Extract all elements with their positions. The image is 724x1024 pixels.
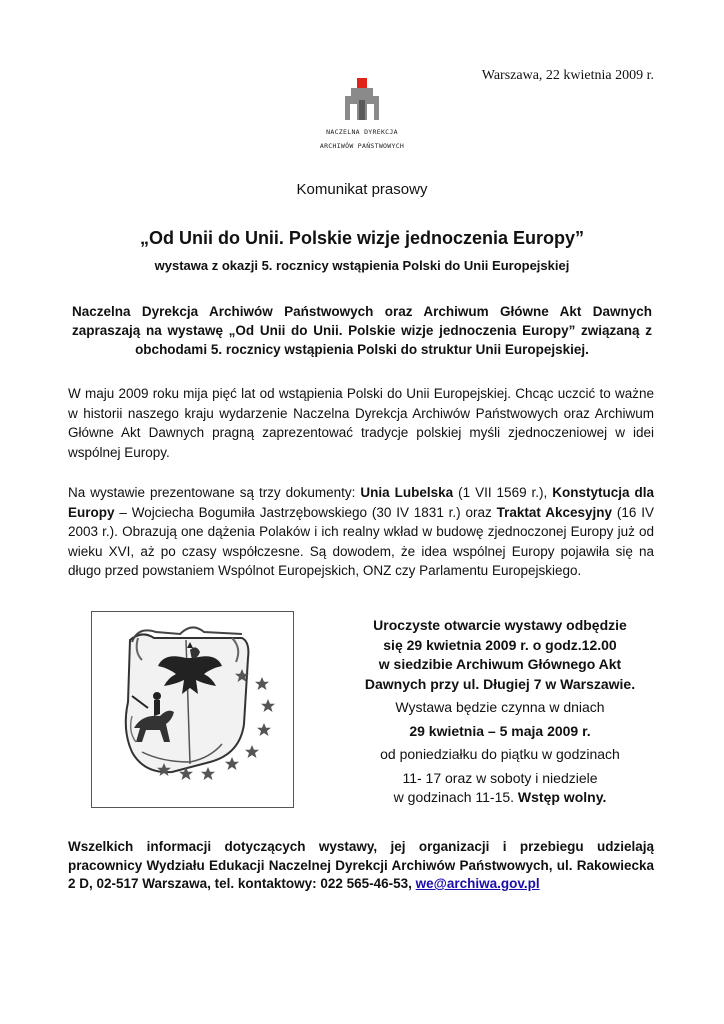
contact-paragraph: [68, 838, 654, 894]
contact-email-link[interactable]: we@archiwa.gov.pl: [415, 876, 540, 891]
document-date: Warszawa, 22 kwietnia 2009 r.: [481, 68, 654, 83]
press-release-label: Komunikat prasowy: [296, 181, 428, 198]
coat-of-arms-eu-stars-icon: [92, 612, 293, 807]
event-line-3: w siedzibie Archiwum Głównego Akt: [378, 656, 622, 672]
event-line-4: Dawnych przy ul. Długiej 7 w Warszawie.: [364, 675, 636, 692]
exhibition-title: „Od Unii do Unii. Polskie wizje jednoczenia Europy”: [139, 228, 585, 248]
doc-text-1: Na wystawie prezentowane są trzy dokumenty:: [68, 485, 361, 500]
event-line-8: 11- 17 oraz w soboty i niedziele: [402, 769, 598, 786]
event-line-1: Uroczyste otwarcie wystawy odbędzie: [373, 617, 627, 633]
exhibition-emblem-image: [91, 611, 294, 808]
doc-text-4: (16 IV 2003 r.). Obrazują one dążenia Polaków i ich realny wkład w budowę zjednoczonej Europy już od wieku XVI, aż po czasy współczesne. Są dowodem, że idea wspólnej Europy pojawiła się na długo przed powstaniem Wspólnot Europejskich, ONZ czy Parlamentu Europejskiego.: [68, 504, 654, 578]
logo-text-line2: ARCHIWÓW PAŃSTWOWYCH: [319, 142, 405, 150]
invitation-paragraph: Naczelna Dyrekcja Archiwów Państwowych oraz Archiwum Główne Akt Dawnych zapraszają na wystawę „Od Unii do Unii. Polskie wizje jednoczenia Europy” związaną z obchodami 5. rocznicy wstąpienia Polski do struktur Unii Europejskiej.: [72, 304, 652, 357]
ndap-logo-icon: [337, 78, 387, 120]
event-hours-weekend: w godzinach 11-15.: [393, 789, 518, 805]
event-line-2: się 29 kwietnia 2009 r. o godz.12.00: [383, 636, 617, 653]
event-line-9: [340, 788, 660, 808]
doc-traktat: Traktat Akcesyjny: [496, 504, 613, 520]
exhibition-subtitle: wystawa z okazji 5. rocznicy wstąpienia Polski do Unii Europejskiej: [154, 258, 570, 273]
doc-text-2: (1 VII 1569 r.),: [453, 485, 553, 500]
doc-text-3: – Wojciecha Bogumiła Jastrzębowskiego (30 IV 1831 r.) oraz: [114, 504, 497, 520]
doc-unia-lubelska: Unia Lubelska: [360, 485, 454, 500]
contact-text: Wszelkich informacji dotyczących wystawy, jej organizacji i przebiegu udzielają pracownicy Wydziału Edukacji Naczelnej Dyrekcji Archiwów Państwowych, ul. Rakowiecka 2 D, 02-517 Warszawa, tel. kontaktowy: 022 565-46-53,: [68, 839, 654, 891]
event-dates: 29 kwietnia – 5 maja 2009 r.: [409, 722, 591, 739]
opening-announcement: [340, 616, 660, 808]
logo-text-line1: NACZELNA DYREKCJA: [326, 128, 398, 136]
event-line-5: Wystawa będzie czynna w dniach: [395, 699, 605, 715]
free-entry: Wstęp wolny.: [517, 789, 607, 805]
documents-paragraph: [68, 483, 654, 581]
doc-konstytucja: Konstytucja dla Europy: [68, 485, 654, 520]
ndap-logo: [312, 78, 412, 150]
event-line-7: od poniedziałku do piątku w godzinach: [380, 746, 620, 762]
intro-paragraph: W maju 2009 roku mija pięć lat od wstąpienia Polski do Unii Europejskiej. Chcąc uczcić to ważne w historii naszego kraju wydarzenie Naczelna Dyrekcja Archiwów Państwowych oraz Archiwum Główne Akt Dawnych pragną zaprezentować tradycje polskiej myśli zjednoczeniowej w idei wspólnej Europy.: [68, 386, 654, 460]
